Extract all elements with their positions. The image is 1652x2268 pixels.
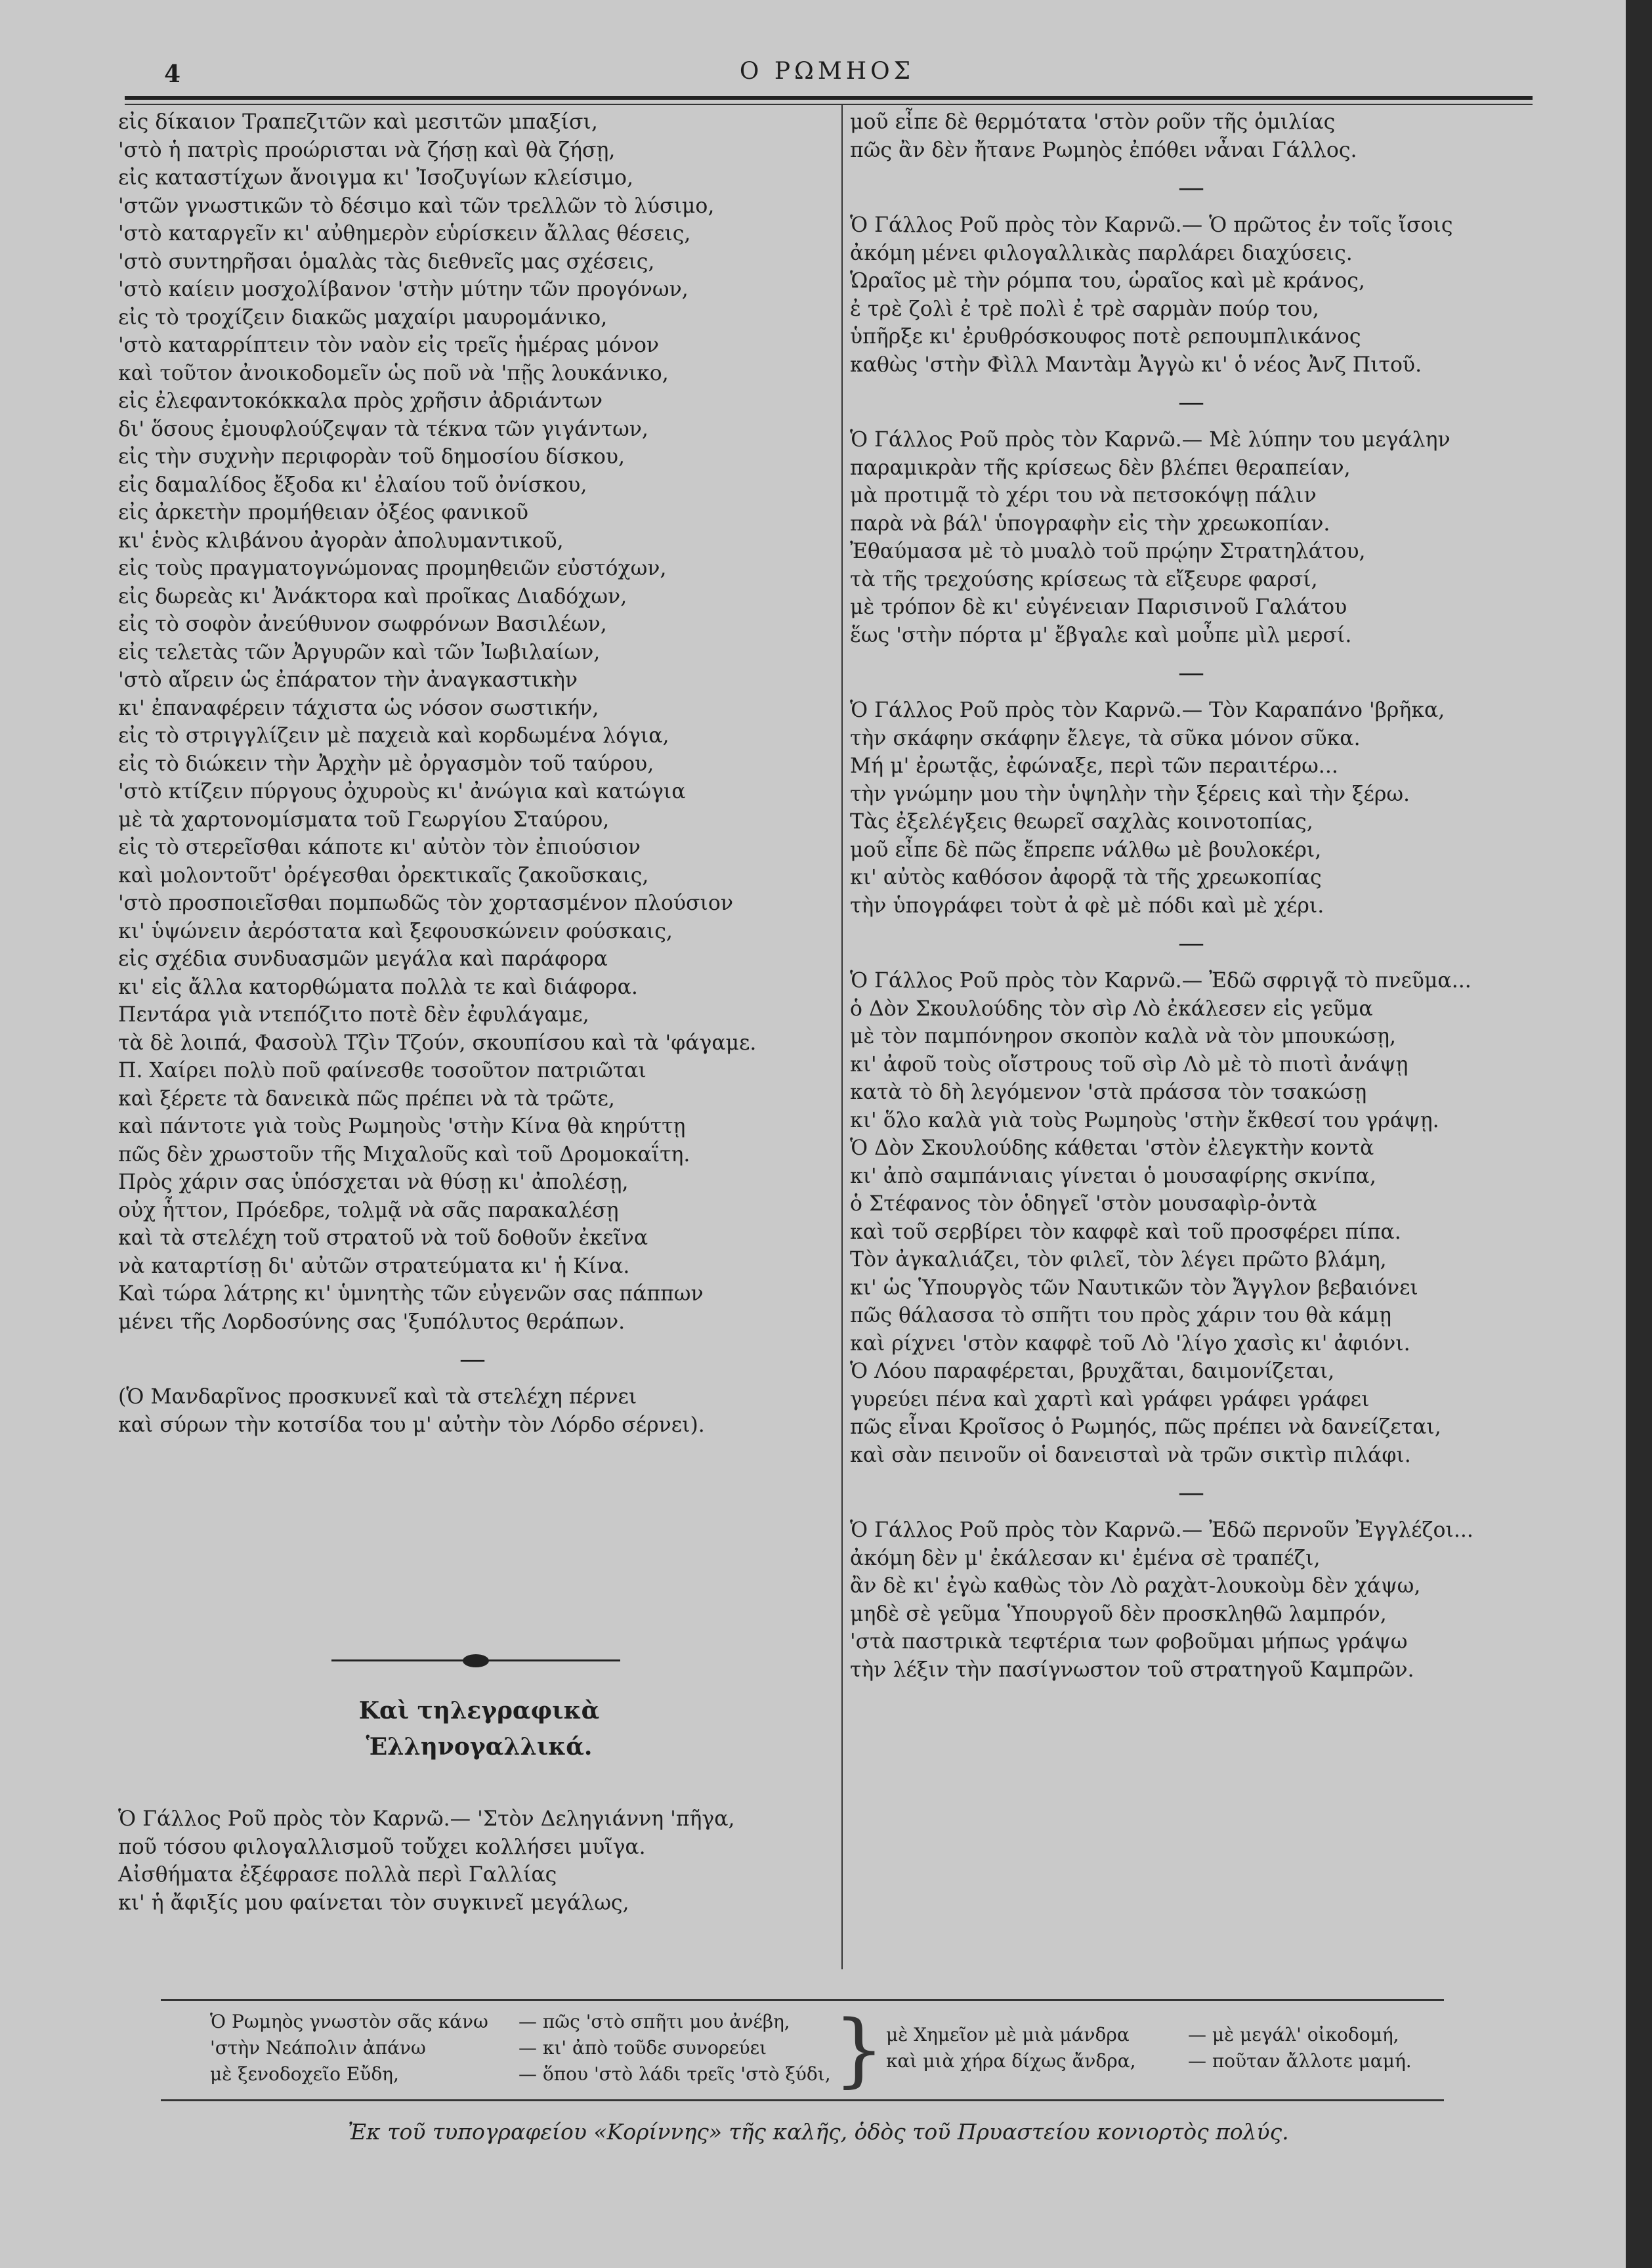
column-divider <box>841 105 843 1969</box>
poem-line: μὲ τὰ χαρτονομίσματα τοῦ Γεωργίου Σταύρου, <box>118 807 610 832</box>
poem-line: 'στὸ αἴρειν ὡς ἐπάρατον τὴν ἀναγκαστικὴν <box>118 668 578 692</box>
newspaper-title: Ο ΡΩΜΗΟΣ <box>739 58 915 85</box>
poem-line: εἰς τοὺς πραγματογνώμονας προμηθειῶν εὐστόχων, <box>118 557 667 580</box>
telegram-line: καθὼς 'στὴν Φὶλλ Μαντὰμ Ἀγγὼ κι' ὁ νέος Ἀνζ Πιτοῦ. <box>850 353 1422 377</box>
poem-line: εἰς καταστίχων ἄνοιγμα κι' Ἰσοζυγίων κλείσιμο, <box>118 166 633 190</box>
header-rule-thin <box>125 104 1533 105</box>
subheading-telegrams: Καὶ τηλεγραφικὰ <box>358 1697 600 1724</box>
poem-line: καὶ μολοντοῦτ' ὀρέγεσθαι ὀρεκτικαῖς ζακοῦσκαις, <box>118 863 649 888</box>
telegram-line: ἕως 'στὴν πόρτα μ' ἔβγαλε καὶ μοὖπε μὶλ μερσί. <box>850 623 1352 647</box>
poem-line: κι' εἰς ἄλλα κατορθώματα πολλὰ τε καὶ διάφορα. <box>118 975 638 999</box>
telegram-line: τὴν λέξιν τὴν πασίγνωστον τοῦ στρατηγοῦ Καμπρῶν. <box>850 1658 1414 1682</box>
telegram-line: Αἰσθήματα ἐξέφρασε πολλὰ περὶ Γαλλίας <box>118 1863 557 1887</box>
telegram-line: μὲ τρόπον δὲ κι' εὐγένειαν Παρισινοῦ Γαλάτου <box>850 595 1347 619</box>
telegram-line: μοῦ εἶπε δὲ πῶς ἔπρεπε νάλθω μὲ βουλοκέρι, <box>850 838 1322 862</box>
poem-line: 'στὸ καταρρίπτειν τὸν ναὸν εἰς τρεῖς ἡμέρας μόνον <box>118 333 660 357</box>
telegram-block <box>850 426 1533 649</box>
poem-line: εἰς σχέδια συνδυασμῶν μεγάλα καὶ παράφορα <box>118 947 608 971</box>
telegram-line: κι' ἀπὸ σαμπάνιαις γίνεται ὁ μουσαφίρης σκνίπα, <box>850 1164 1376 1188</box>
brace-divider: } <box>834 2003 885 2096</box>
stage-direction <box>118 1383 827 1439</box>
telegram-line: Ὁ Γάλλος Ροῦ πρὸς τὸν Καρνῶ.— Μὲ λύπην του μεγάλην <box>850 428 1451 452</box>
section-dash: — <box>1178 387 1204 417</box>
telegram-line: πῶς ἂν δὲν ἤτανε Ρωμηὸς ἐπόθει νἆναι Γάλλος. <box>850 138 1357 162</box>
notice-text: — πῶς 'στὸ σπῆτι μου ἀνέβη, <box>519 2011 790 2032</box>
notice-text: Ὁ Ρωμηὸς γνωστὸν σᾶς κάνω <box>210 2011 488 2032</box>
notice-text: καὶ μιὰ χήρα δίχως ἄνδρα, <box>886 2050 1136 2072</box>
poem-line: εἰς τὴν συχνὴν περιφορὰν τοῦ δημοσίου δίσκου, <box>118 445 625 469</box>
stage-direction-line: (Ὁ Μανδαρῖνος προσκυνεῖ καὶ τὰ στελέχη πέρνει <box>118 1385 637 1409</box>
poem-line: τὰ δὲ λοιπά, Φασοὺλ Τζὶν Τζούν, σκουπίσου καὶ τὰ 'φάγαμε. <box>118 1031 757 1055</box>
telegram-line: Ὁ Γάλλος Ροῦ πρὸς τὸν Καρνῶ.— Ἐδῶ σφριγᾷ τὸ πνεῦμα... <box>850 969 1472 993</box>
section-dash: — <box>1178 928 1204 958</box>
telegram-line: Ὡραῖος μὲ τὴν ρόμπα του, ὡραῖος καὶ μὲ κράνος, <box>850 269 1365 293</box>
telegram-line: Ὁ Γάλλος Ροῦ πρὸς τὸν Καρνῶ.— Τὸν Καραπάνο 'βρῆκα, <box>850 698 1445 722</box>
telegram-block <box>850 211 1533 379</box>
printer-imprint: Ἐκ τοῦ τυπογραφείου «Κορίννης» τῆς καλῆς, ὁδὸς τοῦ Πρυαστείου κονιορτὸς πολύς. <box>348 2119 1289 2145</box>
telegram-line: 'στὰ παστρικὰ τεφτέρια των φοβοῦμαι μήπως γράψω <box>850 1630 1408 1654</box>
telegram-line: Ὁ Γάλλος Ροῦ πρὸς τὸν Καρνῶ.— Ὁ πρῶτος ἐν τοῖς ἴσοις <box>850 213 1453 237</box>
poem-line: καὶ τοῦτον ἀνοικοδομεῖν ὡς ποῦ νὰ 'πῇς λουκάνικο, <box>118 361 669 385</box>
notice-text: μὲ Χημεῖον μὲ μιὰ μάνδρα <box>886 2024 1130 2045</box>
telegram-line: Ἐθαύμασα μὲ τὸ μυαλὸ τοῦ πρῴην Στρατηλάτου, <box>850 540 1366 563</box>
poem-line: κι' ἑνὸς κλιβάνου ἀγορὰν ἀπολυμαντικοῦ, <box>118 528 564 553</box>
telegram-line: μὰ προτιμᾷ τὸ χέρι του νὰ πετσοκόψῃ πάλιν <box>850 484 1317 507</box>
poem-line: Π. Χαίρει πολὺ ποῦ φαίνεσθε τοσοῦτον πατριῶται <box>118 1059 646 1082</box>
poem-line: εἰς τὸ τροχίζειν διακῶς μαχαίρι μαυρομάνικο, <box>118 305 608 330</box>
telegram-line: μοῦ εἶπε δὲ θερμότατα 'στὸν ροῦν τῆς ὁμιλίας <box>850 110 1336 134</box>
telegram-line: τὴν ὑπογράφει τοὺτ ἀ φὲ μὲ πόδι καὶ μὲ χέρι. <box>850 893 1324 918</box>
telegram-block <box>850 1516 1533 1684</box>
poem-line: εἰς τὸ στριγγλίζειν μὲ παχειὰ καὶ κορδωμένα λόγια, <box>118 724 669 748</box>
telegram-block <box>850 696 1533 920</box>
poem-lines-left <box>118 108 827 1336</box>
telegram-line: ὑπῆρξε κι' ἐρυθρόσκουφος ποτὲ ρεπουμπλικάνος <box>850 325 1361 349</box>
section-dash: — <box>459 1344 486 1375</box>
stage-direction-line: καὶ σύρων τὴν κοτσίδα του μ' αὐτὴν τὸν Λόρδο σέρνει). <box>118 1413 705 1437</box>
poem-line: δι' ὅσους ἐμουφλούζεψαν τὰ τέκνα τῶν γιγάντων, <box>118 417 648 441</box>
telegram-line: ὁ Δὸν Σκουλούδης τὸν σὶρ Λὸ ἐκάλεσεν εἰς γεῦμα <box>850 996 1373 1021</box>
telegram-block <box>850 108 1533 164</box>
poem-line: 'στὸ κτίζειν πύργους ὀχυροὺς κι' ἀνώγια καὶ κατώγια <box>118 780 686 803</box>
poem-line: Πεντάρα γιὰ ντεπόζιτο ποτὲ δὲν ἐφυλάγαμε, <box>118 1003 589 1027</box>
poem-line: 'στῶν γνωστικῶν τὸ δέσιμο καὶ τῶν τρελλῶν τὸ λύσιμο, <box>118 194 715 218</box>
notice-text: 'στὴν Νεάπολιν ἀπάνω <box>210 2037 426 2059</box>
poem-line: 'στὸ προσποιεῖσθαι πομπωδῶς τὸν χορτασμένον πλούσιον <box>118 891 734 915</box>
poem-line: καὶ τὰ στελέχη τοῦ στρατοῦ νὰ τοῦ δοθοῦν ἐκεῖνα <box>118 1226 648 1250</box>
poem-line: πῶς δὲν χρωστοῦν τῆς Μιχαλοῦς καὶ τοῦ Δρομοκαΐτη. <box>118 1142 690 1166</box>
telegram-line: κι' ἡ ἄφιξίς μου φαίνεται τὸν συγκινεῖ μεγάλως, <box>118 1891 629 1915</box>
poem-line: κι' ἐπαναφέρειν τάχιστα ὡς νόσον σωστικήν, <box>118 696 599 720</box>
telegram-line: τὰ τῆς τρεχούσης κρίσεως τὰ εἴξευρε φαρσί, <box>850 567 1318 591</box>
telegram-block <box>850 967 1533 1469</box>
poem-line: νὰ καταρτίσῃ δι' αὐτῶν στρατεύματα κι' ἡ Κίνα. <box>118 1254 630 1278</box>
telegram-line: κατὰ τὸ δὴ λεγόμενον 'στὰ πράσσα τὸν τσακώσῃ <box>850 1081 1367 1104</box>
telegram-line: Ὁ Λόου παραφέρεται, βρυχᾶται, δαιμονίζεται, <box>850 1359 1335 1383</box>
telegram-line: κι' ὡς Ὑπουργὸς τῶν Ναυτικῶν τὸν Ἄγγλον βεβαιόνει <box>850 1275 1418 1300</box>
telegram-line: Ὁ Γάλλος Ροῦ πρὸς τὸν Καρνῶ.— Ἐδῶ περνοῦν Ἐγγλέζοι... <box>850 1518 1473 1542</box>
poem-line: 'στὸ καταργεῖν κι' αὐθημερὸν εὑρίσκειν ἄλλας θέσεις, <box>118 222 691 246</box>
section-dash: — <box>1178 658 1204 688</box>
telegram-line: Τὰς ἐξελέγξεις θεωρεῖ σαχλὰς κοινοτοπίας, <box>850 810 1313 834</box>
telegram-line: μηδὲ σὲ γεῦμα Ὑπουργοῦ δὲν προσκληθῶ λαμπρόν, <box>850 1602 1387 1626</box>
telegram-line: καὶ σὰν πεινοῦν οἱ δανεισταὶ νὰ τρῶν σικτὶρ πιλάφι. <box>850 1443 1411 1467</box>
section-dash: — <box>1178 1478 1204 1508</box>
poem-line: καὶ πάντοτε γιὰ τοὺς Ρωμηοὺς 'στὴν Κίνα θὰ κηρύττῃ <box>118 1115 686 1138</box>
telegram-line: πῶς εἶναι Κροῖσος ὁ Ρωμηός, πῶς πρέπει νὰ δανείζεται, <box>850 1415 1441 1439</box>
telegram-line: γυρεύει πένα καὶ χαρτὶ καὶ γράφει γράφει γράφει <box>850 1387 1370 1411</box>
right-column <box>850 108 1533 1684</box>
poem-line: Πρὸς χάριν σας ὑπόσχεται νὰ θύσῃ κι' ἀπολέσῃ, <box>118 1170 629 1194</box>
poem-line: εἰς τὸ διώκειν τὴν Ἀρχὴν μὲ ὀργασμὸν τοῦ ταύρου, <box>118 752 654 776</box>
telegram-line: παρὰ νὰ βάλ' ὑπογραφὴν εἰς τὴν χρεωκοπίαν. <box>850 511 1330 536</box>
telegram-line: Ὁ Δὸν Σκουλούδης κάθεται 'στὸν ἐλεγκτὴν κοντὰ <box>850 1136 1374 1160</box>
notice-text: — μὲ μεγάλ' οἰκοδομή, <box>1188 2024 1399 2045</box>
telegram-line: ἂν δὲ κι' ἐγὼ καθὼς τὸν Λὸ ραχὰτ-λουκοὺμ δὲν χάψω, <box>850 1574 1421 1598</box>
telegram-line: κι' ἀφοῦ τοὺς οἴστρους τοῦ σὶρ Λὸ μὲ τὸ πιοτὶ ἀνάψῃ <box>850 1052 1408 1077</box>
header-rule <box>125 96 1533 100</box>
poem-line: εἰς ἀρκετὴν προμήθειαν ὀξέος φανικοῦ <box>118 501 529 524</box>
poem-line: εἰς τελετὰς τῶν Ἀργυρῶν καὶ τῶν Ἰωβιλαίων, <box>118 640 601 664</box>
telegram-line: ἀκόμη μένει φιλογαλλικὰς παρλάρει διαχύσεις. <box>850 241 1353 265</box>
poem-line: εἰς δίκαιον Τραπεζιτῶν καὶ μεσιτῶν μπαξίσι, <box>118 110 598 134</box>
telegram-line: καὶ ρίχνει 'στὸν καφφὲ τοῦ Λὸ 'λίγο χασὶς κι' ἀφιόνι. <box>850 1331 1410 1356</box>
poem-line: κι' ὑψώνειν ἀερόστατα καὶ ξεφουσκώνειν φούσκαις, <box>118 919 673 943</box>
page-number: 4 <box>164 60 181 88</box>
page-edge-shadow <box>1626 0 1652 2268</box>
poem-line: εἰς δωρεὰς κι' Ἀνάκτορα καὶ προῖκας Διαδόχων, <box>118 584 627 609</box>
telegram-line: ποῦ τόσου φιλογαλλισμοῦ τοὔχει κολλήσει μυῖγα. <box>118 1835 646 1859</box>
telegram-lines-left <box>118 1805 735 1917</box>
poem-line: οὐχ ἧττον, Πρόεδρε, τολμᾷ νὰ σᾶς παρακαλέσῃ <box>118 1198 619 1222</box>
poem-line: εἰς δαμαλίδος ἔξοδα κι' ἐλαίου τοῦ ὀνίσκου, <box>118 473 587 497</box>
telegram-line: κι' ὅλο καλὰ γιὰ τοὺς Ρωμηοὺς 'στὴν ἔκθεσί του γράψῃ. <box>850 1108 1439 1132</box>
telegram-line: μὲ τὸν παμπόνηρον σκοπὸν καλὰ νὰ τὸν μπουκώσῃ, <box>850 1025 1396 1048</box>
subheading-greco-french: Ἑλληνογαλλικά. <box>366 1733 593 1761</box>
telegram-line: ἐ τρὲ ζολὶ ἐ τρὲ πολὶ ἐ τρὲ σαρμὰν πούρ του, <box>850 297 1319 321</box>
poem-line: Καὶ τώρα λάτρης κι' ὑμνητὴς τῶν εὐγενῶν σας πάππων <box>118 1282 704 1306</box>
poem-line: 'στὸ ἡ πατρὶς προώρισται νὰ ζήσῃ καὶ θὰ ζήσῃ, <box>118 138 616 162</box>
notice-text: — κι' ἀπὸ τοῦδε συνορεύει <box>519 2037 767 2059</box>
poem-line: εἰς τὸ σοφὸν ἀνεύθυνον σωφρόνων Βασιλέων, <box>118 612 607 636</box>
poem-line: 'στὸ συντηρῆσαι ὁμαλὰς τὰς διεθνεῖς μας σχέσεις, <box>118 249 655 274</box>
telegram-line: καὶ τοῦ σερβίρει τὸν καφφὲ καὶ τοῦ προσφέρει πίπα. <box>850 1220 1401 1244</box>
notice-text: — ὅπου 'στὸ λάδι τρεῖς 'στὸ ξύδι, <box>519 2063 831 2085</box>
poem-line: 'στὸ καίειν μοσχολίβανον 'στὴν μύτην τῶν προγόνων, <box>118 278 688 301</box>
telegram-line: ἀκόμη δὲν μ' ἐκάλεσαν κι' ἐμένα σὲ τραπέζι, <box>850 1546 1321 1570</box>
telegram-line: πῶς θάλασσα τὸ σπῆτι του πρὸς χάριν του θὰ κάμῃ <box>850 1304 1391 1327</box>
notice-text: — ποῦταν ἄλλοτε μαμή. <box>1188 2050 1412 2072</box>
poem-line: καὶ ξέρετε τὰ δανεικὰ πῶς πρέπει νὰ τὰ τρῶτε, <box>118 1086 615 1111</box>
poem-line: μένει τῆς Λορδοσύνης σας 'ξυπόλυτος θεράπων. <box>118 1310 625 1334</box>
telegram-line: τὴν γνώμην μου τὴν ὑψηλὴν τὴν ξέρεις καὶ τὴν ξέρω. <box>850 782 1410 806</box>
poem-line: εἰς ἐλεφαντοκόκκαλα πρὸς χρῆσιν ἀδριάντων <box>118 389 603 413</box>
telegram-line: Ὁ Γάλλος Ροῦ πρὸς τὸν Καρνῶ.— 'Στὸν Δεληγιάννη 'πῆγα, <box>118 1807 735 1831</box>
notice-text: μὲ ξενοδοχεῖο Εὔδη, <box>210 2063 399 2085</box>
telegram-line: παραμικρὰν τῆς κρίσεως δὲν βλέπει θεραπείαν, <box>850 456 1351 480</box>
telegram-line: κι' αὐτὸς καθόσον ἀφορᾷ τὰ τῆς χρεωκοπίας <box>850 866 1322 889</box>
section-dash: — <box>1178 173 1204 203</box>
poem-line: εἰς τὸ στερεῖσθαι κάποτε κι' αὐτὸν τὸν ἐπιούσιον <box>118 836 641 859</box>
telegram-line: Τὸν ἀγκαλιάζει, τὸν φιλεῖ, τὸν λέγει πρῶτο βλάμη, <box>850 1248 1387 1272</box>
left-column <box>118 108 827 1439</box>
telegram-line: ὁ Στέφανος τὸν ὁδηγεῖ 'στὸν μουσαφὶρ-ὀντὰ <box>850 1192 1317 1216</box>
telegram-line: τὴν σκάφην σκάφην ἔλεγε, τὰ σῦκα μόνον σῦκα. <box>850 726 1361 750</box>
ornament-divider <box>331 1654 620 1667</box>
telegram-line: Μή μ' ἐρωτᾷς, ἐφώναξε, περὶ τῶν περαιτέρω... <box>850 754 1338 778</box>
